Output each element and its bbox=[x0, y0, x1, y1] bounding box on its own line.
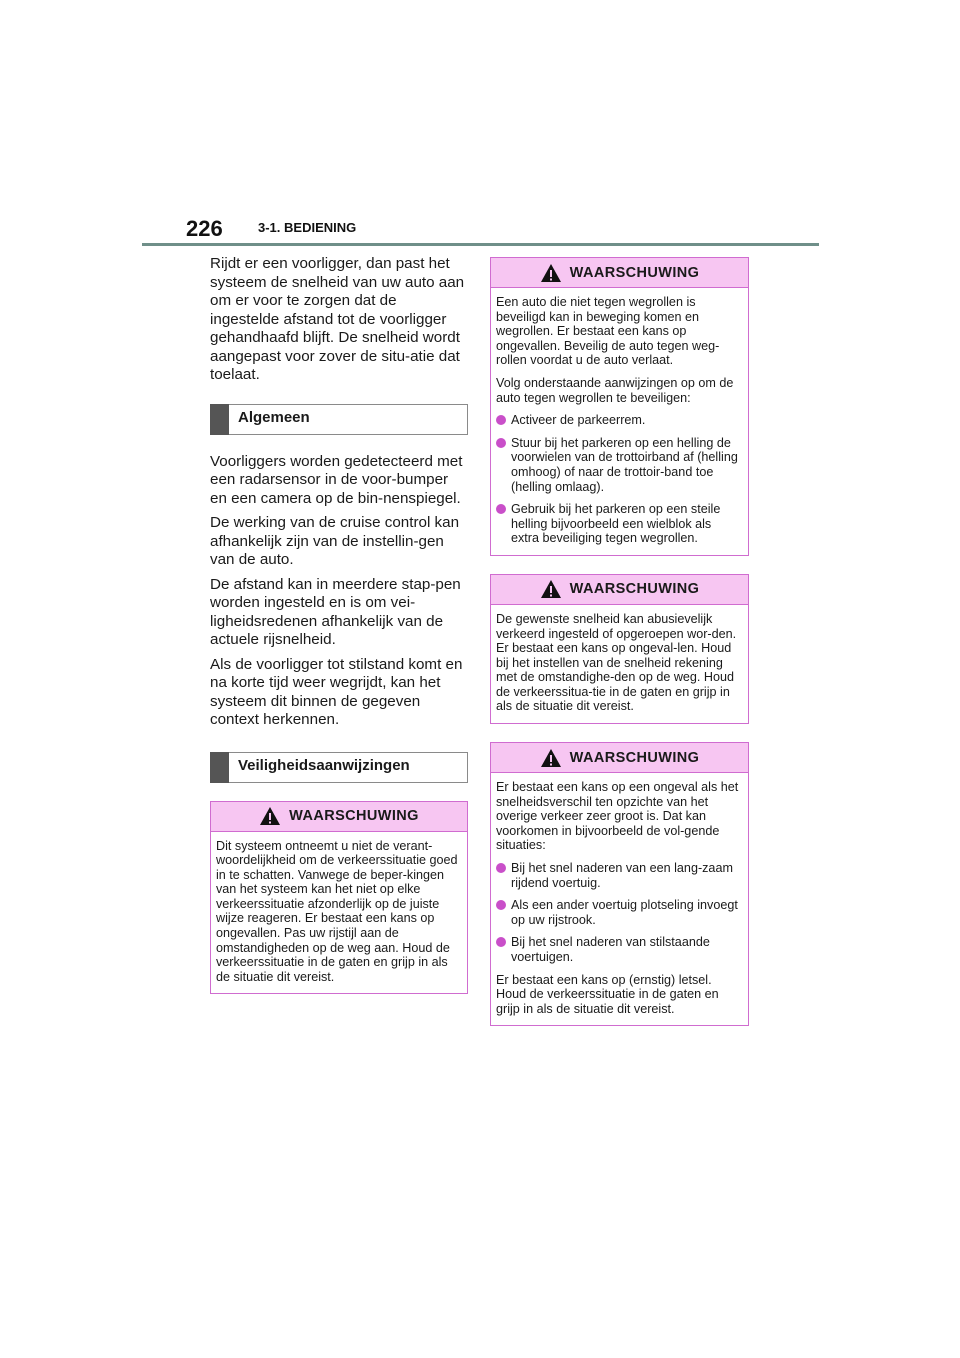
body-paragraph: Als de voorligger tot stilstand komt en na korte tijd weer wegrijdt, kan het systeem dit binnen de gegeven context herkennen. bbox=[210, 655, 463, 728]
section-heading-general bbox=[210, 404, 468, 435]
section-marker bbox=[210, 752, 229, 783]
warning-body bbox=[491, 605, 748, 723]
section-heading-safety bbox=[210, 752, 468, 783]
bullet-item bbox=[496, 861, 740, 890]
chapter-title: 3-1. BEDIENING bbox=[258, 220, 357, 235]
bullet-item bbox=[496, 502, 740, 546]
warning-text: Dit systeem ontneemt u niet de verant-woordelijkheid om de verkeerssituatie goed in te schatten. Vanwege de beper-kingen van het systeem kan het niet op elke verkeerssituatie afzonderlijk op de juiste wijze reageren. Er bestaat een kans op ongevallen. Pas uw rijstijl aan de omstandigheden op de weg aan. Houd de verkeerssituatie in de gaten en grijp in als de situatie dit vereist. bbox=[216, 838, 458, 984]
warning-text: Volg onderstaande aanwijzingen op om de auto tegen wegrollen te beveiligen: bbox=[496, 375, 734, 405]
warning-title: WAARSCHUWING bbox=[569, 749, 700, 766]
warning-body bbox=[211, 832, 467, 994]
warning-body bbox=[491, 773, 748, 1025]
bullet-item bbox=[496, 436, 740, 494]
warning-header bbox=[491, 258, 748, 288]
bullet-text: Stuur bij het parkeren op een helling de voorwielen van de trottoirband af (helling omhoog) of naar de trottoir-band toe (helling omlaag). bbox=[511, 435, 738, 494]
bullet-item bbox=[496, 413, 740, 428]
warning-box bbox=[490, 742, 749, 1026]
warning-box bbox=[490, 257, 749, 556]
warning-header bbox=[491, 575, 748, 605]
warning-triangle-icon bbox=[259, 806, 281, 826]
warning-text: Een auto die niet tegen wegrollen is beveiligd kan in beweging komen en wegrollen. Er bestaat een kans op ongevallen. Beveilig de auto tegen weg-rollen voordat u de auto verlaat. bbox=[496, 295, 720, 368]
warning-triangle-icon bbox=[540, 748, 562, 768]
bullet-item bbox=[496, 898, 740, 927]
warning-box bbox=[490, 574, 749, 724]
left-column bbox=[210, 255, 468, 1012]
bullet-text: Activeer de parkeerrem. bbox=[511, 413, 646, 428]
warning-title: WAARSCHUWING bbox=[569, 264, 700, 281]
warning-text: Er bestaat een kans op een ongeval als het snelheidsverschil ten opzichte van het overige verkeer zeer groot is. Dat kan voorkomen in bijvoorbeeld de vol-gende situaties: bbox=[496, 780, 739, 853]
right-column bbox=[490, 257, 749, 1044]
section-heading-label: Algemeen bbox=[238, 408, 310, 426]
warning-triangle-icon bbox=[540, 579, 562, 599]
bullet-dot-icon bbox=[496, 438, 506, 448]
bullet-dot-icon bbox=[496, 504, 506, 514]
bullet-item bbox=[496, 935, 740, 964]
warning-text: Er bestaat een kans op (ernstig) letsel. Houd de verkeerssituatie in de gaten en grijp in als de situatie dit vereist. bbox=[496, 972, 719, 1016]
page-number: 226 bbox=[186, 216, 223, 241]
body-paragraph: Voorliggers worden gedetecteerd met een radarsensor in de voor-bumper en een camera op de bin-nenspiegel. bbox=[210, 452, 463, 507]
warning-body bbox=[491, 288, 748, 555]
warning-text: De gewenste snelheid kan abusievelijk verkeerd ingesteld of opgeroepen wor-den. Er bestaat een kans op ongeval-len. Houd bij het instellen van de snelheid rekening met de omstandighe-den op de weg. Houd de verkeerssitua-tie in de gaten en grijp in als de situatie dit vereist. bbox=[496, 611, 737, 714]
bullet-dot-icon bbox=[496, 415, 506, 425]
warning-title: WAARSCHUWING bbox=[569, 581, 700, 598]
bullet-text: Als een ander voertuig plotseling invoegt op uw rijstrook. bbox=[511, 898, 738, 927]
bullet-dot-icon bbox=[496, 900, 506, 910]
warning-box bbox=[210, 801, 468, 995]
warning-triangle-icon bbox=[540, 263, 562, 283]
header-rule bbox=[142, 243, 819, 246]
bullet-text: Gebruik bij het parkeren op een steile helling bijvoorbeeld een wielblok als extra beveiliging tegen wegrollen. bbox=[511, 502, 721, 546]
warning-header bbox=[211, 802, 467, 832]
warning-title: WAARSCHUWING bbox=[289, 808, 419, 824]
bullet-text: Bij het snel naderen van een lang-zaam rijdend voertuig. bbox=[511, 861, 733, 890]
bullet-dot-icon bbox=[496, 863, 506, 873]
body-paragraph: De werking van de cruise control kan afhankelijk zijn van de instellin-gen van de auto. bbox=[210, 514, 460, 568]
intro-paragraph: Rijdt er een voorligger, dan past het systeem de snelheid van uw auto aan om er voor te zorgen dat de ingestelde afstand tot de voorligger gehandhaafd blijft. De snelheid wordt aangepast voor zover de situ-atie dat toelaat. bbox=[210, 255, 465, 383]
bullet-dot-icon bbox=[496, 937, 506, 947]
section-heading-label: Veiligheidsaanwijzingen bbox=[238, 756, 410, 774]
section-marker bbox=[210, 404, 229, 435]
body-paragraph: De afstand kan in meerdere stap-pen worden ingesteld en is om vei-ligheidsredenen afhankelijk van de actuele rijsnelheid. bbox=[210, 575, 461, 648]
warning-header bbox=[491, 743, 748, 773]
bullet-text: Bij het snel naderen van stilstaande voertuigen. bbox=[511, 935, 710, 964]
